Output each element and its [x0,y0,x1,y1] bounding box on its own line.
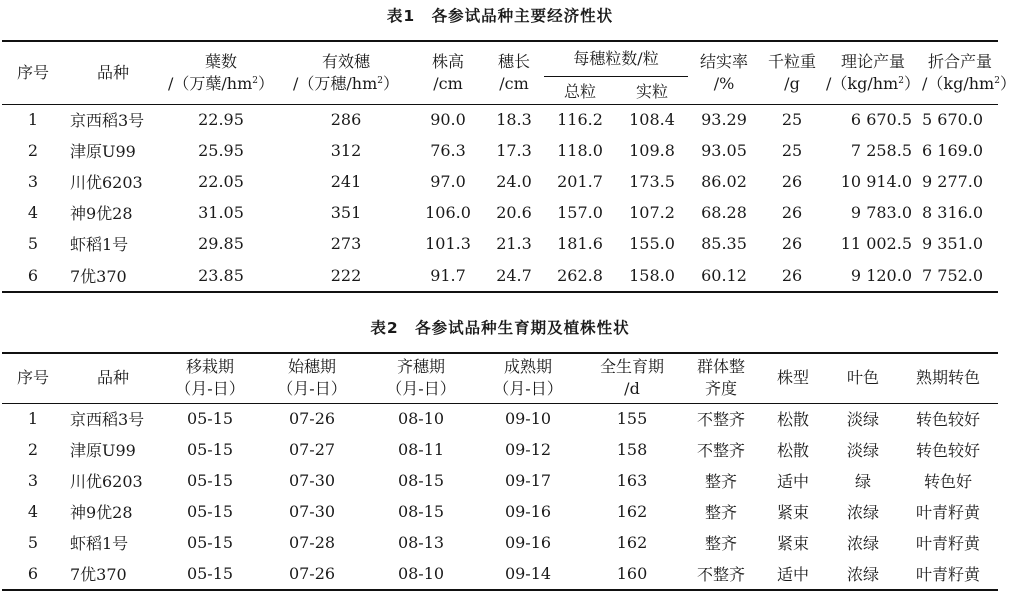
row-number: 1 [27,110,39,130]
actual-yield-value: 9 351.0 [922,234,984,253]
theoretical-yield-value: 9 120.0 [850,265,912,285]
t2-header-duration [580,353,684,403]
table1-caption: 表1 各参试品种主要经济性状 [386,7,614,25]
panicles-value: 351 [330,203,362,222]
row-number: 3 [27,471,39,490]
t2-header-initial-heading [258,353,366,403]
t1-header-panicles [280,41,412,104]
initial-heading-date: 07-26 [288,409,336,429]
total-grains-value: 262.8 [557,265,603,285]
panicles-value: 286 [330,110,362,130]
t1-header-actual-l2: $/(kg/hm^2)$ [922,73,1016,93]
table-row [2,228,998,259]
population-uniformity: 整齐 [704,472,737,491]
initial-heading-date: 07-30 [288,471,336,490]
variety-name: 京西稻3号 [70,111,145,131]
t1-header-panicles-l2: /（万穗$/hm^2$） [292,73,399,93]
theoretical-yield-value: 7 258.5 [850,141,912,160]
plant-type: 紧束 [776,503,809,522]
growth-duration: 158 [616,440,648,459]
total-grains-value: 116.2 [557,110,603,130]
actual-yield-value: 6 169.0 [922,141,984,160]
t2-header-maturity-color: 熟期转色 [915,368,980,388]
t1-header-actual-yield [922,41,1016,104]
t1-header-setting-rate [688,41,760,104]
growth-duration: 162 [616,533,648,552]
t2-header-plant-type: 株型 [776,368,809,388]
table1 [2,40,1016,293]
row-number: 3 [27,172,39,191]
panicles-value: 241 [330,172,362,191]
full-heading-date: 08-13 [397,533,445,552]
theoretical-yield-value: 6 670.5 [850,110,912,130]
initial-heading-date: 07-27 [288,440,336,459]
total-grains-value: 118.0 [557,141,603,160]
panicle-length-value: 20.6 [496,203,532,222]
actual-yield-value: 8 316.0 [922,203,984,222]
plant-type: 松散 [776,441,809,460]
panicles-value: 222 [330,265,362,285]
t1-header-tillers-l1: 蘖数 [204,51,237,71]
filled-grains-value: 173.5 [629,172,675,191]
growth-duration: 160 [616,564,648,583]
maturity-color: 转色较好 [915,410,980,430]
t2-header-leaf-color: 叶色 [846,368,879,388]
initial-heading-date: 07-26 [288,564,336,583]
t1-header-setting-l2: /% [713,73,735,93]
tillers-value: 31.05 [198,203,244,222]
table-row [2,403,998,434]
t1-header-tillers-l2: /（万蘖$/hm^2$） [167,73,274,93]
table2 [2,352,998,591]
t2-header-maturity-l2: （月-日） [493,379,563,399]
t2-header-maturity-l1: 成熟期 [503,357,552,377]
t2-header-transplant [162,353,258,403]
t1-header-height [412,41,484,104]
actual-yield-value: 7 752.0 [922,265,984,285]
population-uniformity: 不整齐 [696,410,745,430]
setting-rate-value: 60.12 [701,265,747,285]
total-grains-value: 181.6 [557,234,603,253]
filled-grains-value: 109.8 [629,141,675,160]
growth-duration: 155 [616,409,648,429]
plant-height-value: 76.3 [430,141,466,160]
filled-grains-value: 158.0 [629,265,675,285]
full-heading-date: 08-10 [397,409,445,429]
t1-header-kgw-l2: /g [784,73,800,93]
full-heading-date: 08-10 [397,564,445,583]
row-number: 5 [27,234,39,253]
t1-header-setting-l1: 结实率 [699,51,748,71]
maturity-color: 叶青籽黄 [915,534,980,553]
transplant-date: 05-15 [186,533,234,552]
table-row [2,496,998,527]
t1-header-kgw-l1: 千粒重 [767,51,816,71]
theoretical-yield-value: 10 914.0 [840,172,912,191]
total-grains-value: 201.7 [557,172,603,191]
t2-header-full-heading [366,353,476,403]
variety-name: 虾稻1号 [70,534,129,553]
t2-header-transplant-l2: （月-日） [175,379,245,399]
table-row [2,135,998,166]
t1-header-height-l1: 株高 [431,51,464,71]
thousand-grain-weight-value: 26 [781,265,803,285]
growth-duration: 163 [616,471,648,490]
plant-type: 松散 [776,410,809,430]
row-number: 5 [27,533,39,552]
variety-name: 7优370 [70,266,127,286]
t2-header-maturity [476,353,580,403]
t2-header-full-heading-l2: （月-日） [386,379,456,399]
setting-rate-value: 93.29 [701,110,747,130]
t1-header-grains-group: 每穗粒数/粒 [544,41,688,76]
t1-header-panicles-l1: 有效穗 [321,51,370,71]
tillers-value: 25.95 [198,141,244,160]
t1-header-height-l2: /cm [433,73,463,93]
leaf-color: 浓绿 [846,503,879,522]
setting-rate-value: 86.02 [701,172,747,191]
tillers-value: 23.85 [198,265,244,285]
t2-header-initial-heading-l2: （月-日） [277,379,347,399]
initial-heading-date: 07-28 [288,533,336,552]
t2-header-transplant-l1: 移栽期 [185,357,234,377]
panicle-length-value: 21.3 [496,234,532,253]
t1-header-tillers [162,41,280,104]
maturity-date: 09-16 [504,533,552,552]
actual-yield-value: 9 277.0 [922,172,984,191]
population-uniformity: 整齐 [704,503,737,522]
initial-heading-date: 07-30 [288,502,336,521]
row-number: 1 [27,409,39,429]
panicles-value: 273 [330,234,362,253]
thousand-grain-weight-value: 26 [781,172,803,191]
row-number: 6 [27,564,39,583]
table-row [2,197,998,228]
maturity-date: 09-17 [504,471,552,490]
t1-header-theo-l2: $/(kg/hm^2)$ [826,73,920,93]
thousand-grain-weight-value: 26 [781,234,803,253]
full-heading-date: 08-11 [397,440,445,459]
leaf-color: 绿 [854,472,871,491]
row-number: 6 [27,265,39,285]
growth-duration: 162 [616,502,648,521]
theoretical-yield-value: 9 783.0 [850,203,912,222]
table-row [2,527,998,558]
maturity-date: 09-12 [504,440,552,459]
variety-name: 7优370 [70,565,127,584]
table-row [2,259,998,292]
t2-header-duration-l1: 全生育期 [599,357,664,377]
plant-height-value: 106.0 [425,203,471,222]
table2-caption: 表2 各参试品种生育期及植株性状 [370,319,630,337]
table-row [2,166,998,197]
plant-height-value: 91.7 [430,265,466,285]
t1-header-panicle-length-l1: 穗长 [497,51,530,71]
t2-header-initial-heading-l1: 始穗期 [287,357,336,377]
row-number: 4 [27,502,39,521]
maturity-color: 转色好 [923,472,972,491]
variety-name: 虾稻1号 [70,235,129,254]
leaf-color: 浓绿 [846,565,879,584]
t1-header-no: 序号 [2,41,64,104]
full-heading-date: 08-15 [397,502,445,521]
filled-grains-value: 155.0 [629,234,675,253]
thousand-grain-weight-value: 26 [781,203,803,222]
transplant-date: 05-15 [186,471,234,490]
plant-type: 适中 [776,565,809,584]
variety-name: 神9优28 [70,503,133,522]
table-row [2,104,998,135]
t1-header-grains-filled: 实粒 [635,81,668,101]
t1-header-actual-l1: 折合产量 [927,51,992,71]
maturity-date: 09-16 [504,502,552,521]
t1-header-grains-total: 总粒 [563,81,596,101]
t1-header-theo-l1: 理论产量 [840,51,905,71]
maturity-date: 09-14 [504,564,552,583]
maturity-color: 叶青籽黄 [915,503,980,522]
variety-name: 川优6203 [70,472,143,491]
panicles-value: 312 [330,141,362,160]
panicle-length-value: 17.3 [496,141,532,160]
t2-header-uniformity [684,353,758,403]
t1-header-panicle-length [484,41,544,104]
variety-name: 津原U99 [70,441,136,460]
plant-type: 适中 [776,472,809,491]
variety-name: 津原U99 [70,142,136,161]
variety-name: 京西稻3号 [70,410,145,430]
filled-grains-value: 108.4 [629,110,675,130]
plant-height-value: 97.0 [430,172,466,191]
t1-header-theoretical-yield [824,41,922,104]
tillers-value: 22.05 [198,172,244,191]
panicle-length-value: 24.0 [496,172,532,191]
transplant-date: 05-15 [186,502,234,521]
plant-height-value: 90.0 [430,110,466,130]
transplant-date: 05-15 [186,564,234,583]
t2-header-uniformity-l1: 群体整 [696,357,745,377]
plant-height-value: 101.3 [425,234,471,253]
table-row [2,558,998,590]
actual-yield-value: 5 670.0 [922,110,984,130]
setting-rate-value: 85.35 [701,234,747,253]
transplant-date: 05-15 [186,409,234,429]
thousand-grain-weight-value: 25 [781,110,803,130]
variety-name: 神9优28 [70,204,133,223]
total-grains-value: 157.0 [557,203,603,222]
panicle-length-value: 24.7 [496,265,532,285]
theoretical-yield-value: 11 002.5 [840,234,912,253]
panicle-length-value: 18.3 [496,110,532,130]
leaf-color: 浓绿 [846,534,879,553]
filled-grains-value: 107.2 [629,203,675,222]
maturity-date: 09-10 [504,409,552,429]
t1-header-variety: 品种 [64,41,162,104]
tillers-value: 29.85 [198,234,244,253]
population-uniformity: 不整齐 [696,441,745,460]
thousand-grain-weight-value: 25 [781,141,803,160]
tillers-value: 22.95 [198,110,244,130]
table-row [2,434,998,465]
t2-header-variety: 品种 [96,368,129,388]
population-uniformity: 不整齐 [696,565,745,584]
leaf-color: 淡绿 [846,410,879,430]
t2-header-full-heading-l1: 齐穗期 [396,357,445,377]
table-row [2,465,998,496]
row-number: 2 [27,141,39,160]
full-heading-date: 08-15 [397,471,445,490]
population-uniformity: 整齐 [704,534,737,553]
leaf-color: 淡绿 [846,441,879,460]
t1-header-panicle-length-l2: /cm [499,73,529,93]
t2-header-no: 序号 [16,368,49,388]
t2-header-uniformity-l2: 齐度 [704,379,737,399]
maturity-color: 转色较好 [915,441,980,460]
t1-header-kgw [760,41,824,104]
variety-name: 川优6203 [70,173,143,192]
row-number: 4 [27,203,39,222]
row-number: 2 [27,440,39,459]
t2-header-duration-l2: /d [624,379,640,399]
transplant-date: 05-15 [186,440,234,459]
plant-type: 紧束 [776,534,809,553]
setting-rate-value: 68.28 [701,203,747,222]
setting-rate-value: 93.05 [701,141,747,160]
maturity-color: 叶青籽黄 [915,565,980,584]
